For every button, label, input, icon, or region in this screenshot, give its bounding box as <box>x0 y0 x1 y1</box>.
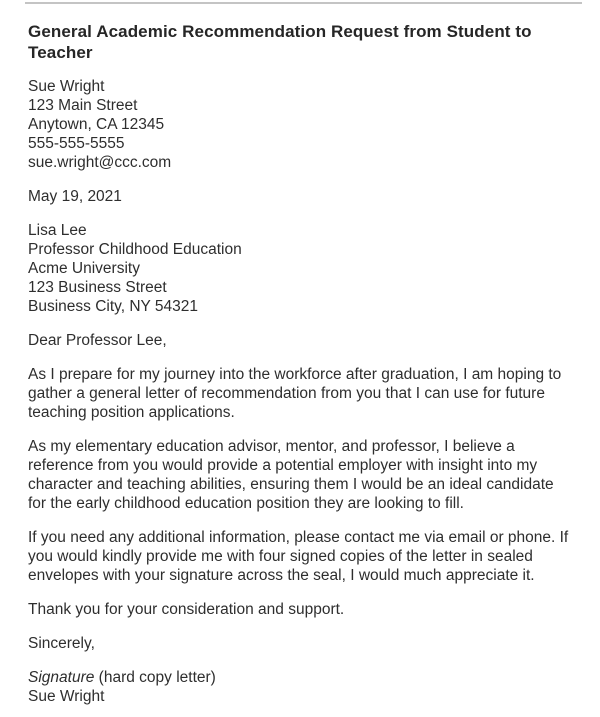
signoff: Sincerely, <box>28 635 95 652</box>
signature-placeholder: Signature <box>28 669 95 686</box>
recipient-city-state-zip: Business City, NY 54321 <box>28 298 199 315</box>
sender-name: Sue Wright <box>28 78 105 95</box>
signature-line <box>28 668 574 687</box>
signature-name: Sue Wright <box>28 688 105 705</box>
letter-title: General Academic Recommendation Request from Student to Teacher <box>28 22 532 62</box>
signature-block <box>28 668 574 706</box>
thanks-block <box>28 600 574 619</box>
recipient-address-block <box>28 221 574 316</box>
salutation-block <box>28 331 574 350</box>
sender-phone: 555-555-5555 <box>28 135 125 152</box>
recipient-street: 123 Business Street <box>28 279 167 296</box>
recipient-title: Professor Childhood Education <box>28 241 242 258</box>
salutation: Dear Professor Lee, <box>28 332 167 349</box>
recipient-name: Lisa Lee <box>28 222 87 239</box>
body-paragraph-2: As my elementary education advisor, mentor, and professor, I believe a reference from you would provide a potential employer with insight into my character and teaching abilities, ensuring them I would be an ideal candidate for the early childhood education position they are looking to fill. <box>28 438 554 512</box>
recipient-organization: Acme University <box>28 260 140 277</box>
top-divider <box>25 2 582 4</box>
sender-street: 123 Main Street <box>28 97 138 114</box>
date-block <box>28 187 574 206</box>
body-paragraph-1: As I prepare for my journey into the workforce after graduation, I am hoping to gather a general letter of recommendation from you that I can use for future teaching position applications. <box>28 366 562 421</box>
sender-email: sue.wright@ccc.com <box>28 154 172 171</box>
letter-date: May 19, 2021 <box>28 188 122 205</box>
thanks-line: Thank you for your consideration and support. <box>28 601 345 618</box>
body-paragraph-3: If you need any additional information, please contact me via email or phone. If you would kindly provide me with four signed copies of the letter in sealed envelopes with your signature across the seal, I would much appreciate it. <box>28 529 569 584</box>
signoff-block <box>28 634 574 653</box>
sender-city-state-zip: Anytown, CA 12345 <box>28 116 165 133</box>
signature-note: (hard copy letter) <box>94 669 216 686</box>
sender-address-block <box>28 77 574 172</box>
